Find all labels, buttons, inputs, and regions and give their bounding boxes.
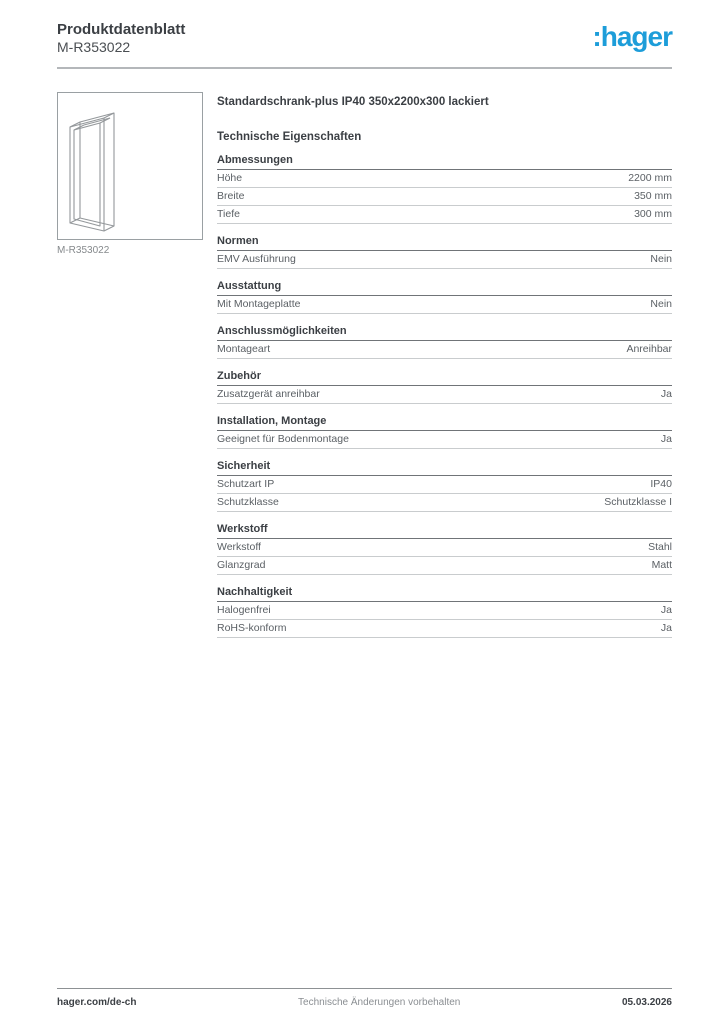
spec-label: Mit Montageplatte	[217, 298, 301, 310]
spec-row	[217, 206, 672, 224]
cabinet-frame-wireframe-icon	[58, 93, 202, 239]
spec-section	[217, 154, 672, 224]
spec-value: IP40	[650, 478, 672, 490]
spec-label: EMV Ausführung	[217, 253, 296, 265]
spec-label: Geeignet für Bodenmontage	[217, 433, 349, 445]
spec-section	[217, 523, 672, 575]
product-figure	[57, 92, 203, 256]
section-title: Nachhaltigkeit	[217, 586, 672, 602]
section-title: Ausstattung	[217, 280, 672, 296]
spec-label: Glanzgrad	[217, 559, 266, 571]
product-image-caption: M-R353022	[57, 245, 110, 256]
spec-value: 2200 mm	[628, 172, 672, 184]
spec-value: Ja	[660, 622, 672, 634]
product-title: Standardschrank-plus IP40 350x2200x300 lackiert	[217, 96, 489, 108]
website-link[interactable]: hager.com/de-ch	[57, 997, 137, 1008]
spec-value: Anreihbar	[626, 343, 672, 355]
section-title: Werkstoff	[217, 523, 672, 539]
spec-row	[217, 188, 672, 206]
spec-value: Nein	[650, 253, 672, 265]
header-divider	[57, 67, 672, 69]
spec-value: Ja	[660, 604, 672, 616]
spec-label: Halogenfrei	[217, 604, 271, 616]
section-title: Anschlussmöglichkeiten	[217, 325, 672, 341]
spec-section	[217, 370, 672, 404]
footer-date: 05.03.2026	[621, 997, 672, 1008]
spec-value: Ja	[660, 433, 672, 445]
section-title: Installation, Montage	[217, 415, 672, 431]
page-header	[57, 21, 185, 56]
spec-row	[217, 341, 672, 359]
spec-section	[217, 235, 672, 269]
spec-value: Stahl	[648, 541, 672, 553]
tech-properties-heading: Technische Eigenschaften	[217, 131, 362, 143]
spec-value: Matt	[651, 559, 672, 571]
spec-row	[217, 431, 672, 449]
spec-row	[217, 386, 672, 404]
spec-row	[217, 251, 672, 269]
product-image	[57, 92, 203, 240]
content-column	[217, 96, 672, 638]
spec-row	[217, 539, 672, 557]
spec-label: Tiefe	[217, 208, 240, 220]
spec-label: Breite	[217, 190, 245, 202]
spec-section	[217, 325, 672, 359]
spec-row	[217, 620, 672, 638]
spec-row	[217, 494, 672, 512]
spec-section	[217, 460, 672, 512]
spec-value: 350 mm	[634, 190, 672, 202]
section-title: Zubehör	[217, 370, 672, 386]
section-title: Sicherheit	[217, 460, 672, 476]
spec-section	[217, 280, 672, 314]
spec-value: Nein	[650, 298, 672, 310]
footer-disclaimer: Technische Änderungen vorbehalten	[298, 997, 461, 1008]
spec-label: Werkstoff	[217, 541, 261, 553]
spec-label: Höhe	[217, 172, 243, 184]
spec-label: Zusatzgerät anreihbar	[217, 388, 320, 400]
spec-row	[217, 296, 672, 314]
spec-label: Montageart	[217, 343, 271, 355]
spec-row	[217, 602, 672, 620]
spec-label: Schutzklasse	[217, 496, 279, 508]
hager-logo: :hager	[592, 21, 672, 52]
footer-divider	[57, 988, 672, 989]
spec-row	[217, 557, 672, 575]
page-footer	[57, 997, 672, 1008]
section-title: Abmessungen	[217, 154, 672, 170]
spec-value: 300 mm	[634, 208, 672, 220]
section-title: Normen	[217, 235, 672, 251]
document-title: Produktdatenblatt	[57, 21, 186, 38]
document-reference: M-R353022	[57, 39, 131, 55]
spec-value: Ja	[660, 388, 672, 400]
spec-value: Schutzklasse I	[604, 496, 672, 508]
spec-section	[217, 586, 672, 638]
spec-row	[217, 170, 672, 188]
spec-section	[217, 415, 672, 449]
spec-label: RoHS-konform	[217, 622, 287, 634]
spec-sections	[217, 154, 672, 638]
spec-row	[217, 476, 672, 494]
spec-label: Schutzart IP	[217, 478, 275, 490]
